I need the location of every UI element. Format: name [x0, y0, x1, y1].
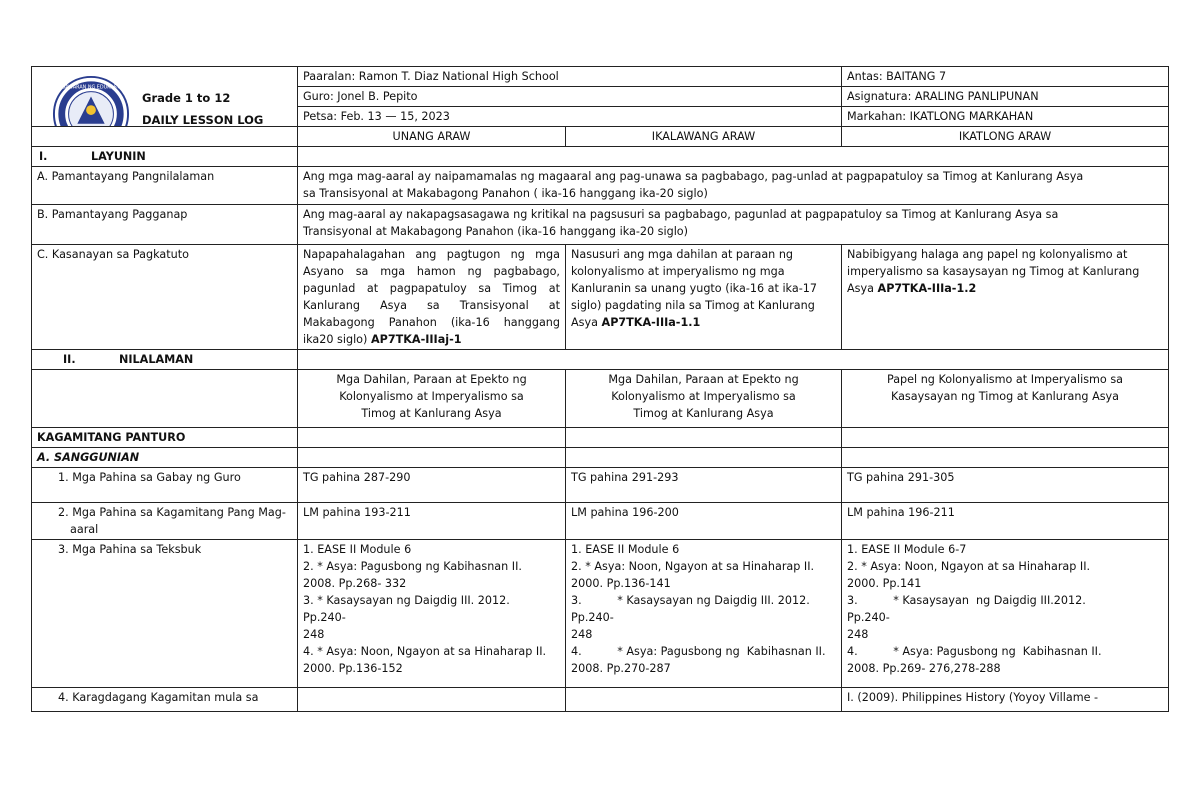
- teksbuk-day1-line: Pp.240-: [303, 611, 346, 624]
- teksbuk-day3: [842, 540, 1169, 688]
- nilalaman-day3-line: Papel ng Kolonyalismo at Imperyalismo sa: [886, 373, 1124, 386]
- paaralan-field: Paaralan: Ramon T. Diaz National High School: [298, 67, 842, 87]
- sanggunian-heading: A. SANGGUNIAN: [32, 448, 298, 468]
- nilalaman-day2-line: Kolonyalismo at Imperyalismo sa: [611, 390, 796, 403]
- sanggunian-blank-2: [566, 448, 842, 468]
- teksbuk-day2-line: 2000. Pp.136-141: [571, 577, 671, 590]
- antas-field: Antas: BAITANG 7: [842, 67, 1169, 87]
- kagamitang-pang-magaaral-day1: LM pahina 193-211: [298, 503, 566, 540]
- teksbuk-day3-line: Pp.240-: [847, 611, 890, 624]
- lesson-log-table: [31, 66, 1169, 712]
- grade-range-title: Grade 1 to 12: [142, 91, 231, 105]
- day-header-2: IKALAWANG ARAW: [566, 127, 842, 147]
- teksbuk-day2-line: 1. EASE II Module 6: [571, 543, 680, 556]
- nilalaman-day1: [298, 370, 566, 428]
- teksbuk-day1-line: 2008. Pp.268- 332: [303, 577, 407, 590]
- teksbuk-day2: [566, 540, 842, 688]
- nilalaman-day1-line: Kolonyalismo at Imperyalismo sa: [339, 390, 524, 403]
- kasanayan-label: C. Kasanayan sa Pagkatuto: [32, 245, 298, 350]
- karagdagan-day3: I. (2009). Philippines History (Yoyoy Villame -: [842, 688, 1169, 712]
- karagdagan-day1: [298, 688, 566, 712]
- kagamitang-pang-magaaral-day3: LM pahina 196-211: [842, 503, 1169, 540]
- day-header-3: IKATLONG ARAW: [842, 127, 1169, 147]
- kasanayan-day2-text: Nasusuri ang mga dahilan at paraan ng kolonyalismo at imperyalismo ng mga Kanluranin sa unang yugto (ika-16 at ika-17 siglo) pagdating nila sa Timog at Kanlurang Asya: [571, 248, 817, 329]
- teksbuk-day3-line: 248: [847, 628, 869, 641]
- day-header-1: UNANG ARAW: [298, 127, 566, 147]
- layunin-blank: [298, 147, 1169, 167]
- kagamitan-blank-2: [566, 428, 842, 448]
- daily-lesson-log-page: [31, 66, 1168, 731]
- kagamitang-pang-magaaral-label: [32, 503, 298, 540]
- guro-field: Guro: Jonel B. Pepito: [298, 87, 842, 107]
- deped-seal-icon: [52, 75, 130, 127]
- nilalaman-blank: [298, 350, 1169, 370]
- teksbuk-day1-line: 3. * Kasaysayan ng Daigdig III. 2012.: [303, 594, 510, 607]
- kasanayan-day3-text: Nabibigyang halaga ang papel ng kolonyalismo at imperyalismo sa kasaysayan ng Timog at Kanlurang Asya: [847, 248, 1140, 295]
- nilalaman-day2-line: Mga Dahilan, Paraan at Epekto ng: [608, 373, 799, 386]
- sanggunian-blank-3: [842, 448, 1169, 468]
- kagamitang-pang-magaaral-label-line2: aaral: [70, 523, 99, 536]
- karagdagan-label: 4. Karagdagang Kagamitan mula sa: [32, 688, 298, 712]
- nilalaman-label: NILALAMAN: [119, 353, 194, 366]
- nilalaman-label-blank: [32, 370, 298, 428]
- teksbuk-day1-line: 248: [303, 628, 325, 641]
- teksbuk-day2-line: Pp.240-: [571, 611, 614, 624]
- teksbuk-day3-line: 1. EASE II Module 6-7: [847, 543, 967, 556]
- kasanayan-day2: [566, 245, 842, 350]
- nilalaman-number: II.: [63, 353, 76, 366]
- nilalaman-day2: [566, 370, 842, 428]
- pamantayang-pangnilalaman-label: A. Pamantayang Pangnilalaman: [32, 167, 298, 205]
- teksbuk-day1-line: 2000. Pp.136-152: [303, 662, 403, 675]
- karagdagan-day2: [566, 688, 842, 712]
- teksbuk-day3-line: 3. * Kasaysayan ng Daigdig III.2012.: [847, 594, 1086, 607]
- kagamitan-blank-3: [842, 428, 1169, 448]
- gabay-guro-day1: TG pahina 287-290: [298, 468, 566, 503]
- gabay-guro-label: 1. Mga Pahina sa Gabay ng Guro: [32, 468, 298, 503]
- kasanayan-day3-code: AP7TKA-IIIa-1.2: [877, 282, 977, 295]
- kasanayan-day1-code: AP7TKA-IIIaj-1: [370, 333, 462, 346]
- nilalaman-day1-line: Timog at Kanlurang Asya: [361, 407, 502, 420]
- teksbuk-day2-line: 2. * Asya: Noon, Ngayon at sa Hinaharap II.: [571, 560, 815, 573]
- teksbuk-day2-line: 3. * Kasaysayan ng Daigdig III. 2012.: [571, 594, 810, 607]
- teksbuk-label: 3. Mga Pahina sa Teksbuk: [32, 540, 298, 688]
- kagamitang-pang-magaaral-label-line1: 2. Mga Pahina sa Kagamitang Pang Mag-: [58, 506, 286, 519]
- markahan-field: Markahan: IKATLONG MARKAHAN: [842, 107, 1169, 127]
- kagamitang-pang-magaaral-day2: LM pahina 196-200: [566, 503, 842, 540]
- nilalaman-day3: [842, 370, 1169, 428]
- nilalaman-day1-line: Mga Dahilan, Paraan at Epekto ng: [336, 373, 527, 386]
- sanggunian-blank-1: [298, 448, 566, 468]
- layunin-label: LAYUNIN: [91, 150, 146, 163]
- header-logo-cell: [32, 67, 298, 127]
- pamantayang-pagganap-text: Ang mag-aaral ay nakapagsasagawa ng kritikal na pagsusuri sa pagbabago, pagunlad at pagpapatuloy sa Timog at Kanlurang Asya sa Transisyonal at Makabagong Panahon (ika-16 hanggang ika-20 siglo): [298, 205, 1169, 245]
- petsa-field: Petsa: Feb. 13 — 15, 2023: [298, 107, 842, 127]
- nilalaman-day3-line: Kasaysayan ng Timog at Kanlurang Asya: [890, 390, 1120, 403]
- kagamitang-panturo-heading: KAGAMITANG PANTURO: [32, 428, 298, 448]
- kagamitan-blank-1: [298, 428, 566, 448]
- teksbuk-day1-line: 2. * Asya: Pagusbong ng Kabihasnan II.: [303, 560, 522, 573]
- svg-text:KAGAWARAN NG EDUKASYON: KAGAWARAN NG EDUKASYON: [55, 84, 127, 91]
- teksbuk-day3-line: 4. * Asya: Pagusbong ng Kabihasnan II.: [847, 645, 1102, 658]
- nilalaman-day2-line: Timog at Kanlurang Asya: [633, 407, 774, 420]
- kasanayan-day1-text: Napapahalagahan ang pagtugon ng mga Asyano sa mga hamon ng pagbabago, pagunlad at pagpapatuloy sa Timog at Kanlurang Asya sa Transisyonal at Makabagong Panahon (ika-16 hanggang ika20 siglo): [303, 248, 560, 346]
- teksbuk-day1-line: 1. EASE II Module 6: [303, 543, 412, 556]
- asignatura-field: Asignatura: ARALING PANLIPUNAN: [842, 87, 1169, 107]
- pamantayang-pagganap-label: B. Pamantayang Pagganap: [32, 205, 298, 245]
- layunin-heading: [32, 147, 298, 167]
- teksbuk-day3-line: 2008. Pp.269- 276,278-288: [847, 662, 1001, 675]
- pamantayang-pangnilalaman-text: Ang mga mag-aaral ay naipamamalas ng magaaral ang pag-unawa sa pagbabago, pag-unlad at pagpapatuloy sa Timog at Kanlurang Asya sa Transisyonal at Makabagong Panahon ( ika-16 hanggang ika-20 siglo): [298, 167, 1169, 205]
- kasanayan-day2-code: AP7TKA-IIIa-1.1: [601, 316, 701, 329]
- kasanayan-day1: [298, 245, 566, 350]
- teksbuk-day2-line: 2008. Pp.270-287: [571, 662, 671, 675]
- teksbuk-day3-line: 2. * Asya: Noon, Ngayon at sa Hinaharap II.: [847, 560, 1091, 573]
- teksbuk-day2-line: 4. * Asya: Pagusbong ng Kabihasnan II.: [571, 645, 826, 658]
- teksbuk-day1-line: 4. * Asya: Noon, Ngayon at sa Hinaharap II.: [303, 645, 547, 658]
- day-header-blank: [32, 127, 298, 147]
- gabay-guro-day3: TG pahina 291-305: [842, 468, 1169, 503]
- daily-lesson-log-title: DAILY LESSON LOG: [142, 113, 264, 127]
- kasanayan-day3: [842, 245, 1169, 350]
- teksbuk-day3-line: 2000. Pp.141: [847, 577, 922, 590]
- teksbuk-day2-line: 248: [571, 628, 593, 641]
- gabay-guro-day2: TG pahina 291-293: [566, 468, 842, 503]
- teksbuk-day1: [298, 540, 566, 688]
- layunin-number: I.: [39, 150, 48, 163]
- nilalaman-heading: [32, 350, 298, 370]
